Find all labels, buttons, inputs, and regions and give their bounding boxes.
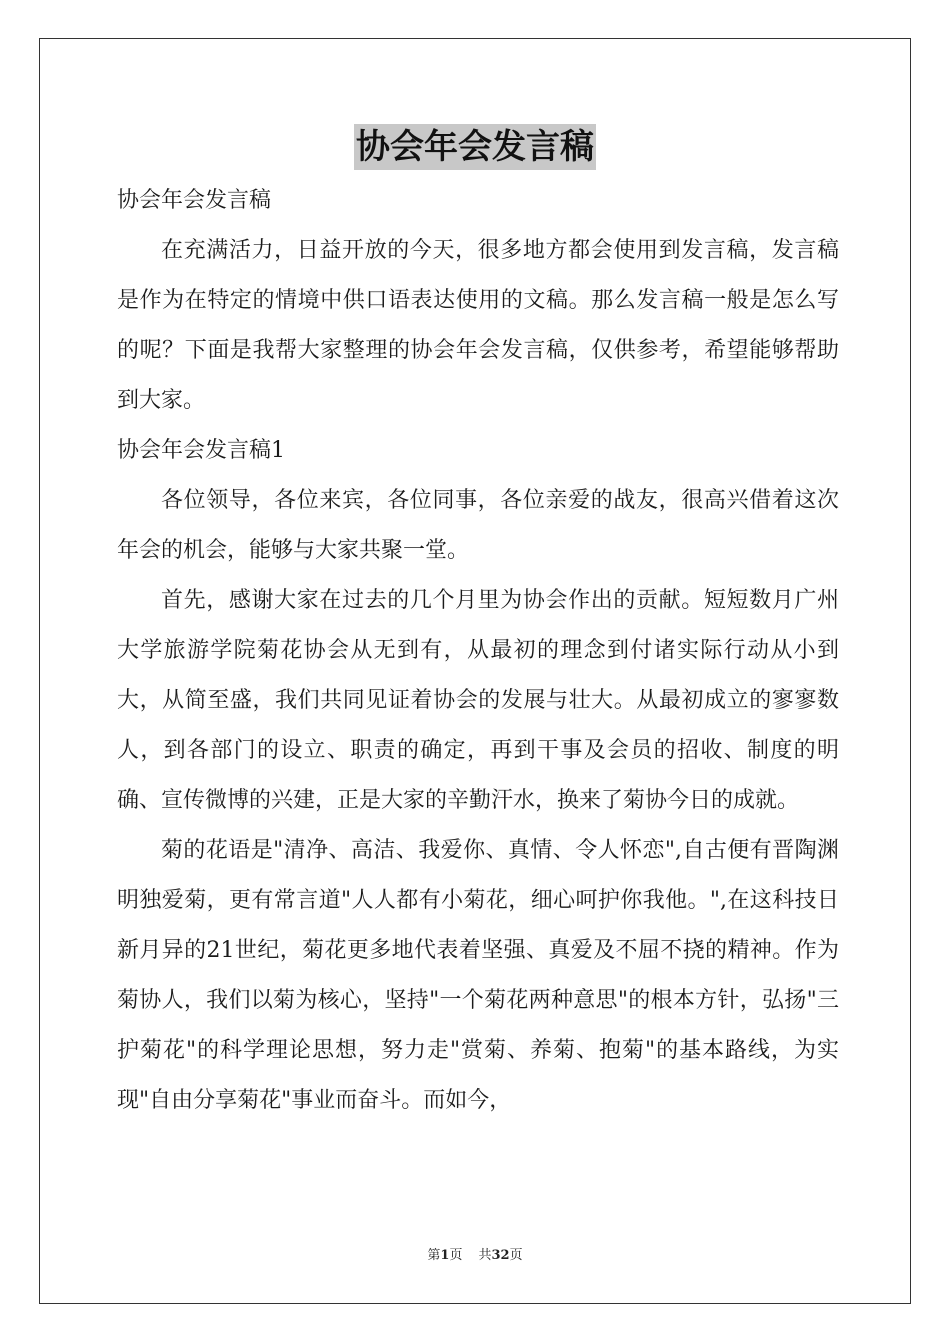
document-body — [117, 176, 839, 1126]
document-title: 协会年会发言稿 — [354, 124, 596, 170]
paragraph-greeting: 各位领导，各位来宾，各位同事，各位亲爱的战友，很高兴借着这次年会的机会，能够与大家共聚一堂。 — [117, 488, 839, 563]
paragraph-chrysanthemum: 菊的花语是"清净、高洁、我爱你、真情、令人怀恋",自古便有晋陶渊明独爱菊，更有常言道"人人都有小菊花，细心呵护你我他。",在这科技日新月异的21世纪，菊花更多地代表着坚强、真爱及不屈不挠的精神。作为菊协人，我们以菊为核心，坚持"一个菊花两种意思"的根本方针，弘扬"三护菊花"的科学理论思想，努力走"赏菊、养菊、抱菊"的基本路线，为实现"自由分享菊花"事业而奋斗。而如今， — [117, 838, 839, 1113]
footer-page-total: 32 — [491, 1248, 510, 1263]
footer-total-suffix: 页 — [509, 1248, 523, 1263]
footer-total-prefix: 共 — [478, 1248, 492, 1263]
paragraph-subtitle: 协会年会发言稿 — [117, 188, 272, 213]
footer-page-current: 1 — [440, 1248, 450, 1263]
footer-page-suffix: 页 — [449, 1248, 463, 1263]
paragraph-section-heading: 协会年会发言稿1 — [117, 438, 285, 463]
title-wrap — [0, 124, 950, 170]
page-footer — [0, 1246, 950, 1266]
footer-page-prefix: 第 — [427, 1248, 441, 1263]
paragraph-intro: 在充满活力，日益开放的今天，很多地方都会使用到发言稿，发言稿是作为在特定的情境中供口语表达使用的文稿。那么发言稿一般是怎么写的呢？下面是我帮大家整理的协会年会发言稿，仅供参考，希望能够帮助到大家。 — [117, 238, 839, 413]
paragraph-thanks: 首先，感谢大家在过去的几个月里为协会作出的贡献。短短数月广州大学旅游学院菊花协会从无到有，从最初的理念到付诸实际行动从小到大，从简至盛，我们共同见证着协会的发展与壮大。从最初成立的寥寥数人，到各部门的设立、职责的确定，再到干事及会员的招收、制度的明确、宣传微博的兴建，正是大家的辛勤汗水，换来了菊协今日的成就。 — [117, 588, 839, 813]
